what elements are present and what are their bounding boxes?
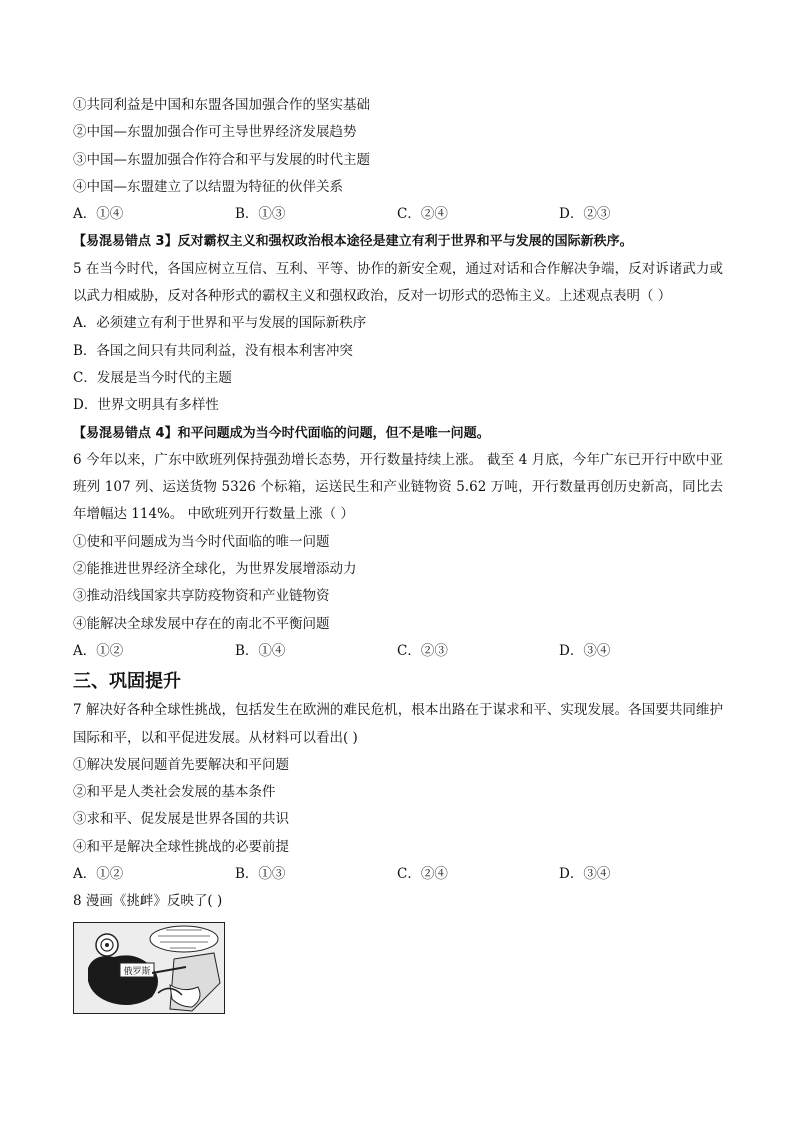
q5-choice-d[interactable]: D．世界文明具有多样性 xyxy=(73,397,219,414)
q6-option-3: ③推动沿线国家共享防疫物资和产业链物资 xyxy=(73,588,330,605)
q4-option-2: ②中国—东盟加强合作可主导世界经济发展趋势 xyxy=(73,124,357,141)
q6-choices xyxy=(73,638,723,665)
q7-option-1: ①解决发展问题首先要解决和平问题 xyxy=(73,756,289,773)
q7-choices xyxy=(73,861,723,888)
q6-choice-a[interactable]: A．①② xyxy=(73,642,124,659)
section-3-title: 三、巩固提升 xyxy=(73,671,181,693)
q7-choice-c[interactable]: C．②④ xyxy=(397,866,448,883)
worksheet-page xyxy=(73,92,723,1014)
q4-option-3: ③中国—东盟加强合作符合和平与发展的时代主题 xyxy=(73,151,370,168)
q4-choice-a[interactable]: A．①④ xyxy=(73,206,124,223)
q8-stem: 8 漫画《挑衅》反映了( ) xyxy=(73,893,223,910)
q4-choice-d[interactable]: D．②③ xyxy=(559,206,611,223)
label-text: 俄罗斯 xyxy=(123,966,151,977)
q5-choice-b[interactable]: B．各国之间只有共同利益，没有根本利害冲突 xyxy=(73,342,353,359)
q7-option-4: ④和平是解决全球性挑战的必要前提 xyxy=(73,838,289,855)
cartoon-drawing xyxy=(74,923,224,1013)
provocation-cartoon xyxy=(73,922,225,1014)
q4-option-4: ④中国—东盟建立了以结盟为特征的伙伴关系 xyxy=(73,178,343,195)
q4-choice-c[interactable]: C．②④ xyxy=(397,206,448,223)
q7-stem: 7 解决好各种全球性挑战，包括发生在欧洲的难民危机，根本出路在于谋求和平、实现发展。各国要共同维护国际和平，以和平促进发展。从材料可以看出( ) xyxy=(73,702,723,746)
q5-choice-c[interactable]: C．发展是当今时代的主题 xyxy=(73,369,232,386)
q6-stem: 6 今年以来，广东中欧班列保持强劲增长态势，开行数量持续上涨。 截至 4 月底，今年广东已开行中欧中亚班列 107 列、运送货物 5326 个标箱，运送民生和产业链物资 5.62 万吨，开行数量再创历史新高，同比去年增幅达 114%。 中欧班列开行数量上涨（ ） xyxy=(73,451,723,523)
q4-choice-b[interactable]: B．①③ xyxy=(235,206,286,223)
q7-choice-b[interactable]: B．①③ xyxy=(235,866,286,883)
q4-choices xyxy=(73,201,723,228)
q6-option-4: ④能解决全球发展中存在的南北不平衡问题 xyxy=(73,615,330,632)
q6-option-1: ①使和平问题成为当今时代面临的唯一问题 xyxy=(73,533,330,550)
q5-choice-a[interactable]: A．必须建立有利于世界和平与发展的国际新秩序 xyxy=(73,315,367,332)
error-point-4-heading: 【易混易错点 4】和平问题成为当今时代面临的问题，但不是唯一问题。 xyxy=(73,425,490,441)
q4-option-1: ①共同利益是中国和东盟各国加强合作的坚实基础 xyxy=(73,97,370,113)
q7-option-2: ②和平是人类社会发展的基本条件 xyxy=(73,784,276,801)
q5-stem: 5 在当今时代，各国应树立互信、互利、平等、协作的新安全观，通过对话和合作解决争端，反对诉诸武力或以武力相威胁，反对各种形式的霸权主义和强权政治，反对一切形式的恐怖主义。上述观点表明（ ） xyxy=(73,260,723,305)
error-point-3-heading: 【易混易错点 3】反对霸权主义和强权政治根本途径是建立有利于世界和平与发展的国际新秩序。 xyxy=(73,234,633,250)
q7-choice-a[interactable]: A．①② xyxy=(73,866,124,883)
q6-choice-b[interactable]: B．①④ xyxy=(235,642,286,659)
q7-option-3: ③求和平、促发展是世界各国的共识 xyxy=(73,811,289,828)
q7-choice-d[interactable]: D．③④ xyxy=(559,866,611,883)
q6-choice-d[interactable]: D．③④ xyxy=(559,642,611,659)
q6-option-2: ②能推进世界经济全球化，为世界发展增添动力 xyxy=(73,561,357,578)
q6-choice-c[interactable]: C．②③ xyxy=(397,642,448,659)
